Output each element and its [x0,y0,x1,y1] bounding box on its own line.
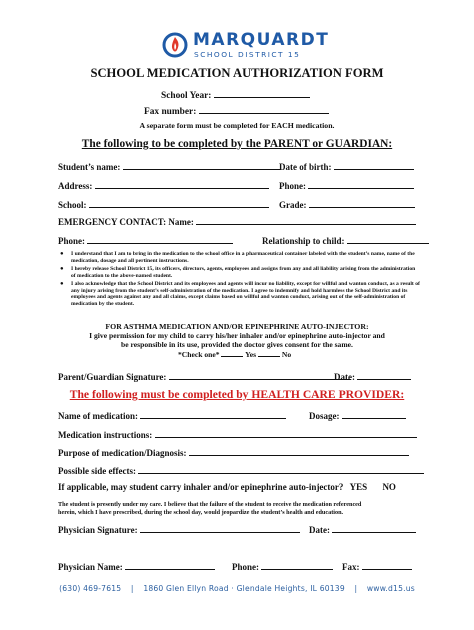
address-label: Address: [58,181,93,191]
carry-question: If applicable, may student carry inhaler and/or epinephrine auto-injector? [58,482,344,492]
school-year-label: School Year: [161,91,212,101]
no-checkbox-line[interactable] [258,349,280,357]
dosage-field[interactable] [309,409,406,421]
footer [0,584,474,593]
provider-section-heading: The following must be completed by HEALTH CARE PROVIDER: [69,388,405,401]
bullet-dot: ● [60,281,64,287]
carry-no-option[interactable]: NO [382,482,396,492]
footer-separator: | [130,584,134,593]
relationship-field[interactable] [262,234,429,246]
footer-phone: (630) 469-7615 [59,584,122,593]
side-effects-label: Possible side effects: [58,466,136,476]
carry-yes-option[interactable]: YES [349,482,368,492]
fax-label: Fax number: [144,107,197,117]
phone-label: Phone: [279,181,306,191]
relationship-line[interactable] [347,234,429,244]
emergency-contact-label: EMERGENCY CONTACT: Name: [58,217,194,227]
relationship-label: Relationship to child: [262,236,345,246]
grade-line[interactable] [309,198,415,208]
fax-line[interactable] [199,104,329,114]
emergency-contact-field[interactable] [58,215,416,227]
address-field[interactable] [58,179,269,191]
medication-name-line[interactable] [140,409,286,419]
fax-field[interactable] [144,104,329,117]
separate-form-note: A separate form must be completed for EACH medication. [139,121,335,130]
asthma-heading: FOR ASTHMA MEDICATION AND/OR EPINEPHRINE AUTO-INJECTOR: [105,322,369,331]
yes-checkbox-line[interactable] [221,349,243,357]
emergency-phone-line[interactable] [87,234,233,244]
parent-date-line[interactable] [357,370,411,380]
yes-label: Yes [245,350,257,359]
form-title: SCHOOL MEDICATION AUTHORIZATION FORM [90,66,384,80]
bullet-dot: ● [60,266,64,272]
parent-signature-field[interactable] [58,370,351,382]
check-one-row [178,349,291,359]
consent-bullet-3: I also acknowledge that the School District and its employees and agents will incur no liability, except for willful and wanton conduct, as a result of any injury arising from the student’s self-administration of the medication. I agree to indemnify and hold harmless the School District and its employees and agents against any and all claims, except claims based on willful and wanton conduct, arising out of the self-administration of medication by the student. [71,281,420,307]
consent-bullet-1: I understand that I am to bring in the medication to the school office in a pharmaceutical container labeled with the student’s name, name of the medication, dosage and all pertinent instructions. [71,251,415,264]
check-one-label: *Check one* [178,350,220,359]
purpose-line[interactable] [189,446,409,456]
parent-signature-label: Parent/Guardian Signature: [58,372,167,382]
physician-name-field[interactable] [58,560,215,572]
student-name-field[interactable] [58,160,281,172]
dob-line[interactable] [334,160,414,170]
medication-name-label: Name of medication: [58,411,138,421]
no-label: No [281,350,292,359]
parent-date-label: Date: [334,372,355,382]
physician-statement-1: The student is presently under my care. I believe that the failure of the student to receive the medication referenced [58,501,362,508]
asthma-text-1: I give permission for my child to carry his/her inhaler and/or epinephrine auto-injector and [89,331,385,340]
logo [162,31,188,59]
physician-phone-label: Phone: [232,562,259,572]
physician-phone-line[interactable] [261,560,333,570]
physician-name-line[interactable] [125,560,215,570]
physician-name-label: Physician Name: [58,562,123,572]
footer-separator: | [354,584,358,593]
school-year-line[interactable] [214,88,310,98]
physician-signature-line[interactable] [140,523,300,533]
emergency-phone-label: Phone: [58,236,85,246]
footer-address: 1860 Glen Ellyn Road · Glendale Heights, IL 60139 [143,584,345,593]
dosage-label: Dosage: [309,411,340,421]
address-line[interactable] [95,179,269,189]
physician-date-label: Date: [309,525,330,535]
phone-line[interactable] [308,179,414,189]
physician-signature-field[interactable] [58,523,300,535]
dosage-line[interactable] [342,409,406,419]
physician-fax-label: Fax: [342,562,360,572]
consent-bullet-2: I hereby release School District 15, its officers, directors, agents, employees and assigns from any and all liability arising from the administration of medication to the above-named student. [71,266,416,279]
instructions-field[interactable] [58,428,417,440]
emergency-phone-field[interactable] [58,234,233,246]
asthma-text-2: be responsible in its use, provided the doctor gives consent for the same. [121,340,353,349]
org-subtitle: SCHOOL DISTRICT 15 [194,50,301,59]
physician-phone-field[interactable] [232,560,333,572]
physician-fax-field[interactable] [342,560,412,572]
org-name: MARQUARDT [193,30,330,50]
physician-statement-2: herein, which I have prescribed, during the school day, would jeopardize the student’s health and education. [58,509,344,516]
physician-date-line[interactable] [332,523,416,533]
grade-field[interactable] [279,198,415,210]
student-name-label: Student’s name: [58,162,121,172]
school-field[interactable] [58,198,269,210]
flame-logo-icon [162,31,188,59]
footer-website[interactable]: www.d15.us [366,584,415,593]
grade-label: Grade: [279,200,307,210]
instructions-line[interactable] [155,428,417,438]
side-effects-line[interactable] [138,464,424,474]
school-line[interactable] [89,198,269,208]
emergency-contact-line[interactable] [196,215,416,225]
bullet-dot: ● [60,251,64,257]
school-label: School: [58,200,87,210]
dob-field[interactable] [279,160,414,172]
purpose-label: Purpose of medication/Diagnosis: [58,448,187,458]
purpose-field[interactable] [58,446,409,458]
carry-question-row [58,482,396,492]
dob-label: Date of birth: [279,162,332,172]
side-effects-field[interactable] [58,464,424,476]
physician-signature-label: Physician Signature: [58,525,138,535]
phone-field[interactable] [279,179,414,191]
physician-date-field[interactable] [309,523,416,535]
parent-date-field[interactable] [334,370,411,382]
student-name-line[interactable] [123,160,281,170]
parent-section-heading: The following to be completed by the PARENT or GUARDIAN: [81,138,393,150]
instructions-label: Medication instructions: [58,430,153,440]
physician-fax-line[interactable] [362,560,412,570]
medication-name-field[interactable] [58,409,286,421]
parent-signature-line[interactable] [169,370,351,380]
school-year-field[interactable] [161,88,310,101]
